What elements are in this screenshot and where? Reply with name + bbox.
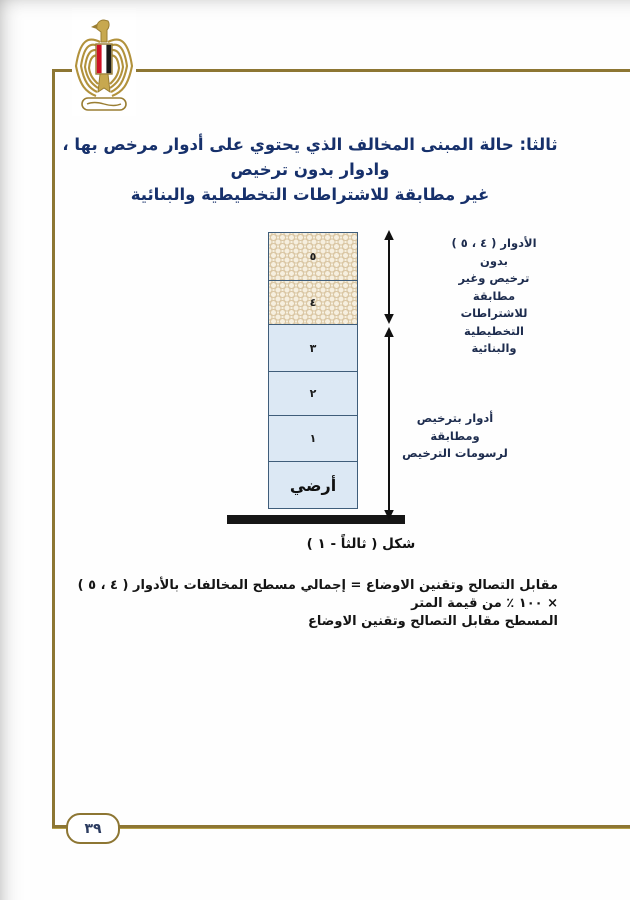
frame-top-line bbox=[52, 69, 630, 72]
floor-5 bbox=[268, 232, 358, 281]
body-paragraph-line1: مقابل التصالح وتقنين الاوضاع = إجمالي مسطح المخالفات بالأدوار ( ٤ ، ٥ ) × ١٠٠ ٪ من قيمة المتر bbox=[77, 578, 558, 611]
page-number: ٣٩ bbox=[84, 820, 102, 837]
body-paragraph bbox=[70, 577, 558, 631]
figure-caption: شكل ( ثالثاً - ١ ) bbox=[306, 536, 416, 552]
licensed-floors-label-line1: أدوار بترخيص ومطابقة bbox=[416, 411, 494, 443]
building-diagram bbox=[268, 232, 358, 509]
floor-4-label: ٤ bbox=[309, 296, 317, 310]
unlicensed-floors-label bbox=[438, 235, 550, 358]
section-heading-line1: ثالثا: حالة المبنى المخالف الذي يحتوي على أدوار مرخص بها ، وادوار بدون ترخيص bbox=[62, 135, 558, 179]
unlicensed-floors-label-line1: الأدوار ( ٤ ، ٥ ) بدون bbox=[451, 236, 537, 268]
floor-1-label: ١ bbox=[309, 432, 317, 446]
unlicensed-floors-label-line2: ترخيص وغير مطابقة bbox=[458, 271, 530, 303]
floor-2-label: ٢ bbox=[309, 387, 317, 401]
floor-4 bbox=[268, 280, 358, 326]
licensed-floors-label bbox=[402, 410, 508, 463]
egypt-coat-of-arms-icon bbox=[70, 8, 138, 118]
floor-5-label: ٥ bbox=[309, 250, 317, 263]
page-number-badge bbox=[66, 813, 120, 844]
floor-1 bbox=[268, 415, 358, 462]
ground-line bbox=[227, 515, 405, 524]
floor-2 bbox=[268, 371, 358, 417]
floor-ground-label: أرضي bbox=[289, 475, 337, 495]
floor-ground bbox=[268, 461, 358, 509]
frame-bottom-line bbox=[52, 825, 630, 828]
section-heading-line2: غير مطابقة للاشتراطات التخطيطية والبنائية bbox=[130, 185, 490, 204]
body-paragraph-line2: المسطح مقابل التصالح وتقنين الاوضاع bbox=[308, 614, 558, 629]
upper-dimension-arrow-icon bbox=[381, 230, 397, 328]
unlicensed-floors-label-line3: للاشتراطات التخطيطية bbox=[460, 306, 528, 338]
lower-dimension-arrow-icon bbox=[381, 327, 397, 524]
floor-3-label: ٣ bbox=[309, 341, 317, 355]
frame-left-line bbox=[52, 69, 55, 828]
section-heading bbox=[58, 132, 562, 207]
licensed-floors-label-line2: لرسومات الترخيص bbox=[402, 446, 508, 460]
unlicensed-floors-label-line4: والبنائية bbox=[471, 341, 517, 355]
floor-3 bbox=[268, 324, 358, 372]
